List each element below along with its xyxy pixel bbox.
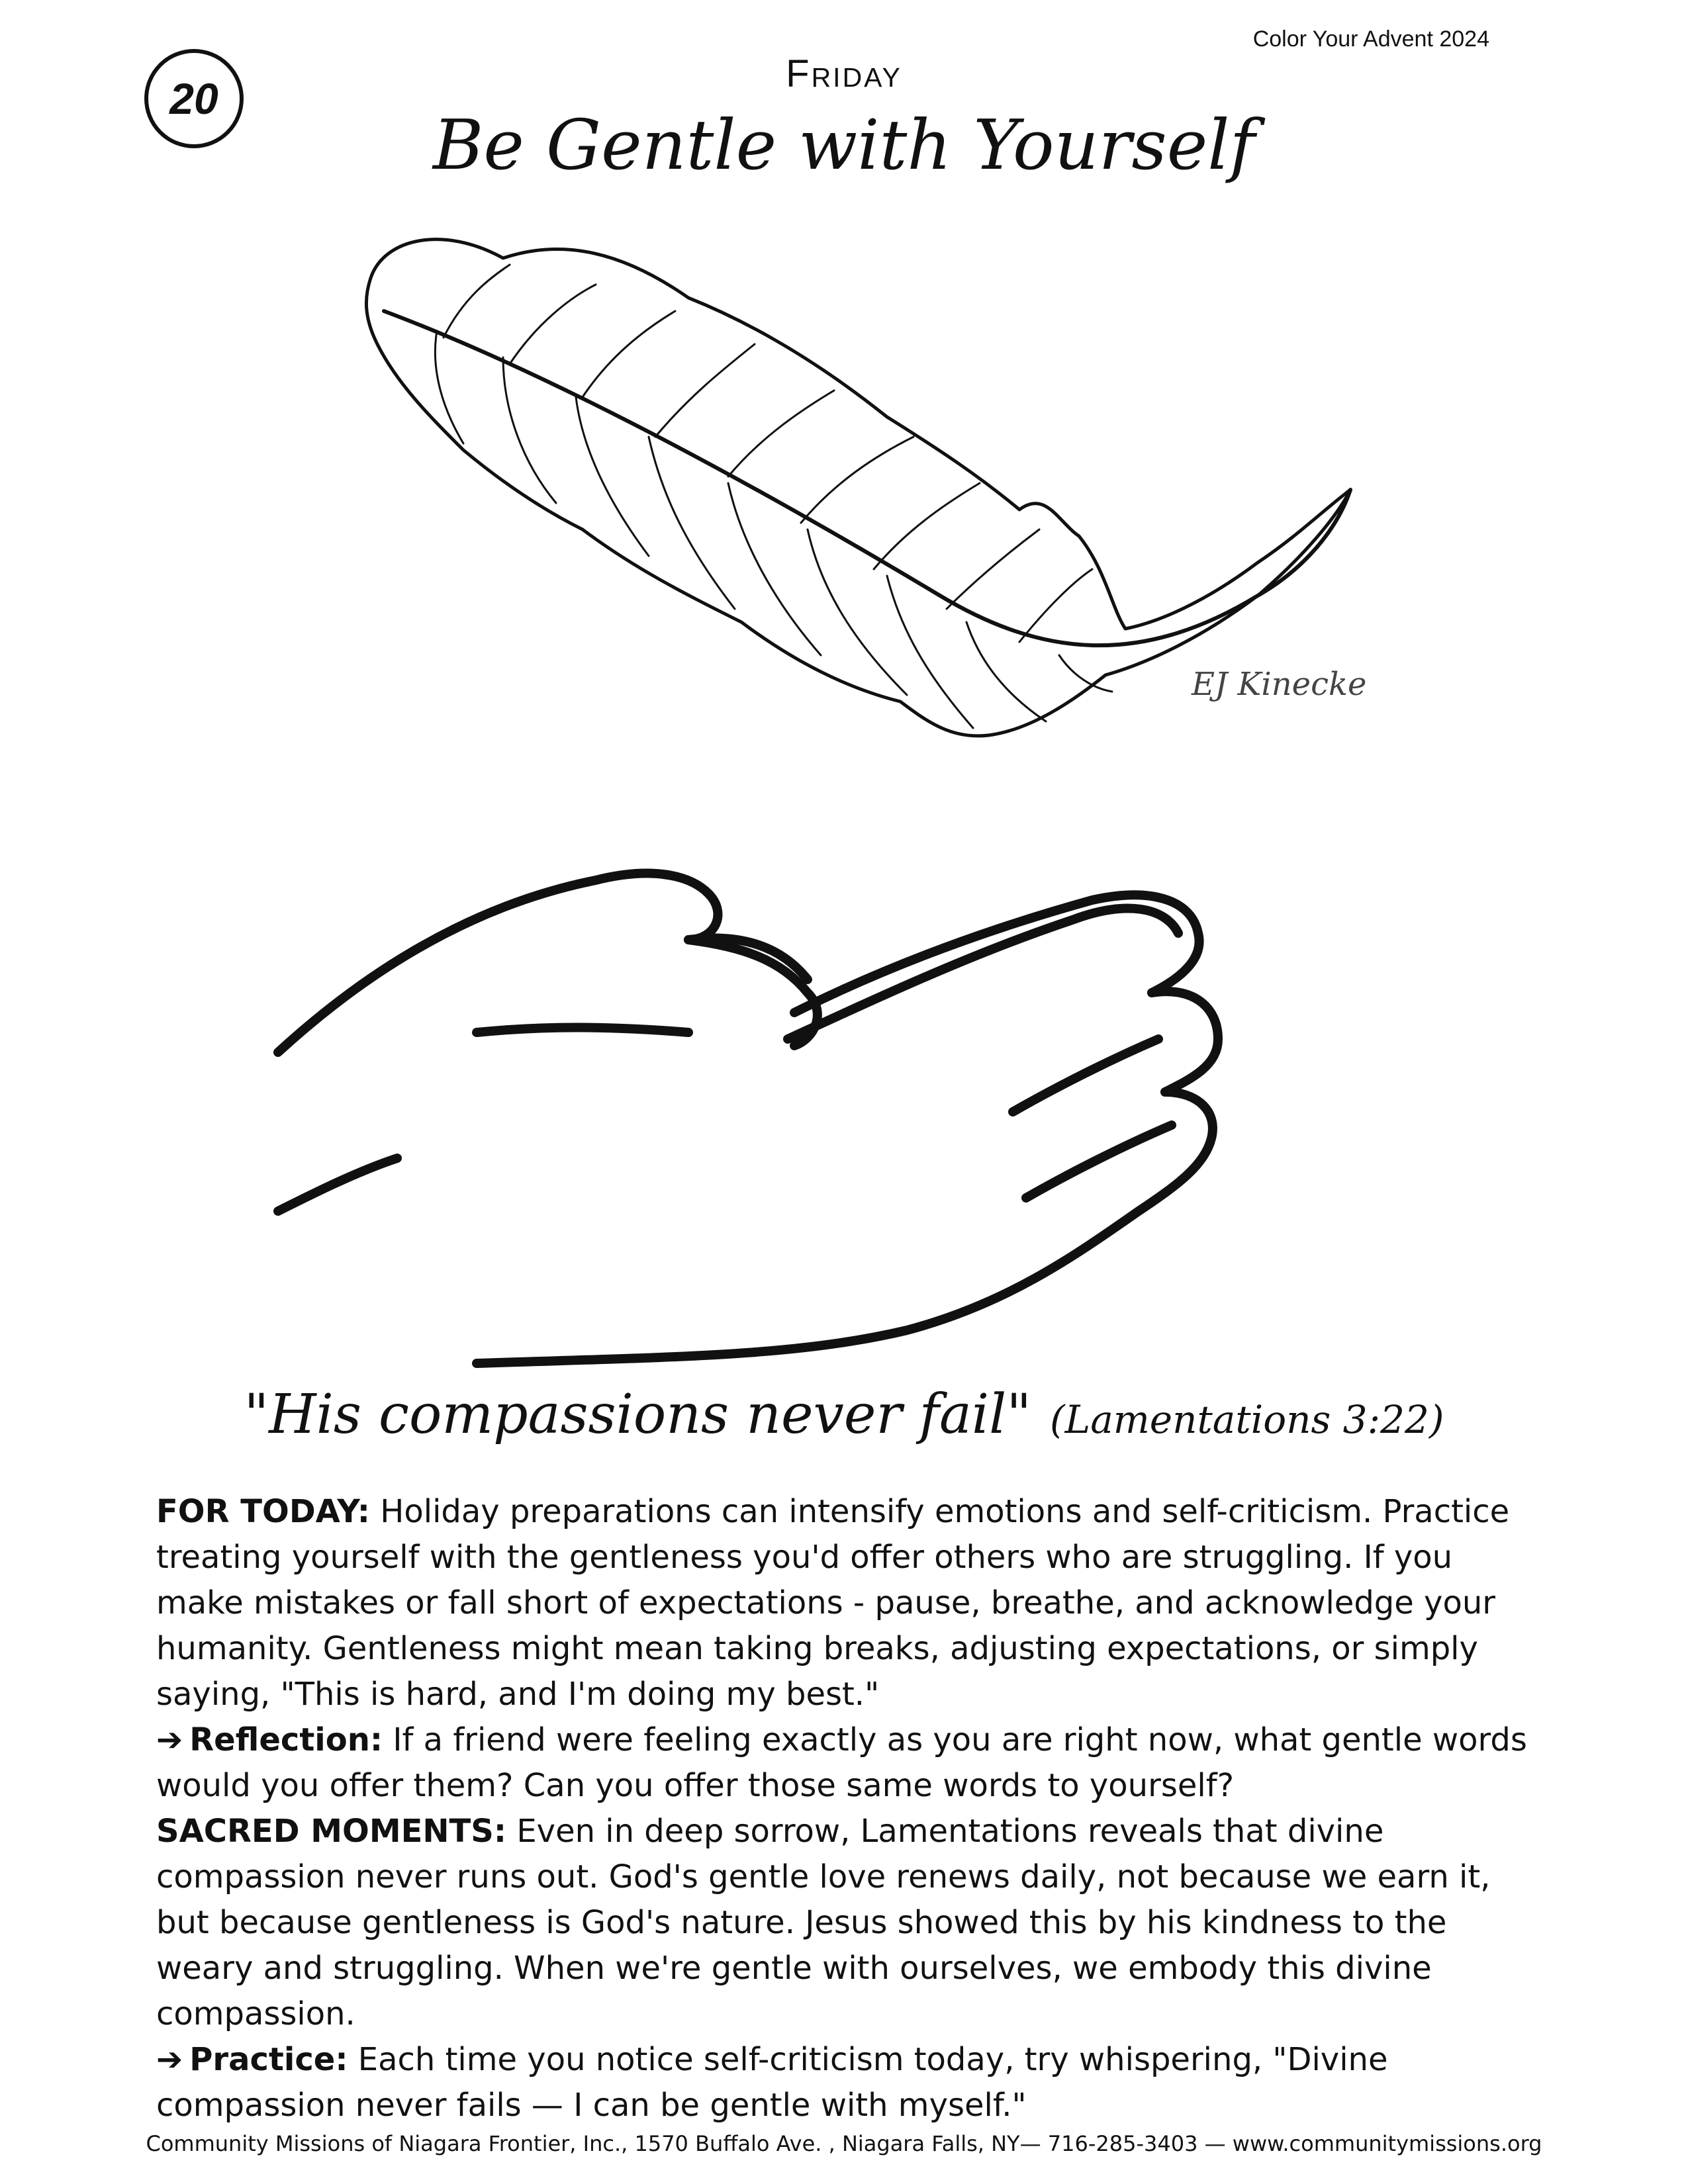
reflection-label: Reflection: <box>189 1721 383 1758</box>
arrow-right-icon: ➔ <box>156 1721 183 1758</box>
reflection-paragraph <box>156 1717 1533 1809</box>
scripture-quote <box>0 1383 1688 1446</box>
sacred-moments-text: Even in deep sorrow, Lamentations reveals that divine compassion never runs out. God's gentle love renews daily, not because we earn it, but because gentleness is God's nature. Jesus showed this by his kindness to the weary and struggling. When we're gentle with ourselves, we embody this divine compassion. <box>156 1813 1491 2032</box>
page-title: Be Gentle with Yourself <box>432 105 1255 185</box>
for-today-label: FOR TODAY: <box>156 1493 370 1530</box>
for-today-text: Holiday preparations can intensify emotions and self-criticism. Practice treating yourself with the gentleness you'd offer others who are struggling. If you make mistakes or fall short of expectations - pause, breathe, and acknowledge your humanity. Gentleness might mean taking breaks, adjusting expectations, or simply saying, "This is hard, and I'm doing my best." <box>156 1493 1510 1713</box>
devotional-body <box>156 1489 1533 2128</box>
reflection-text: If a friend were feeling exactly as you are right now, what gentle words would you offer them? Can you offer those same words to yourself? <box>156 1721 1527 1804</box>
sacred-moments-paragraph <box>156 1809 1533 2037</box>
footer-contact: Community Missions of Niagara Frontier, Inc., 1570 Buffalo Ave. , Niagara Falls, NY— 716-285-3403 — www.communitymissions.org <box>146 2131 1542 2156</box>
arrow-right-icon: ➔ <box>156 2041 183 2078</box>
quote-reference: (Lamentations 3:22) <box>1050 1397 1444 1442</box>
quote-text: "His compassions never fail" <box>244 1383 1032 1446</box>
practice-text: Each time you notice self-criticism today, try whispering, "Divine compassion never fails — I can be gentle with myself." <box>156 2041 1388 2124</box>
practice-label: Practice: <box>189 2041 348 2078</box>
day-number-badge: 20 <box>144 49 244 148</box>
sacred-moments-label: SACRED MOMENTS: <box>156 1813 507 1850</box>
weekday-label: Friday <box>786 52 902 95</box>
practice-paragraph <box>156 2037 1533 2128</box>
series-title: Color Your Advent 2024 <box>1252 26 1489 52</box>
open-hands-icon <box>278 666 1367 1370</box>
artist-signature: EJ Kinecke <box>1192 666 1367 703</box>
for-today-paragraph <box>156 1489 1533 1717</box>
